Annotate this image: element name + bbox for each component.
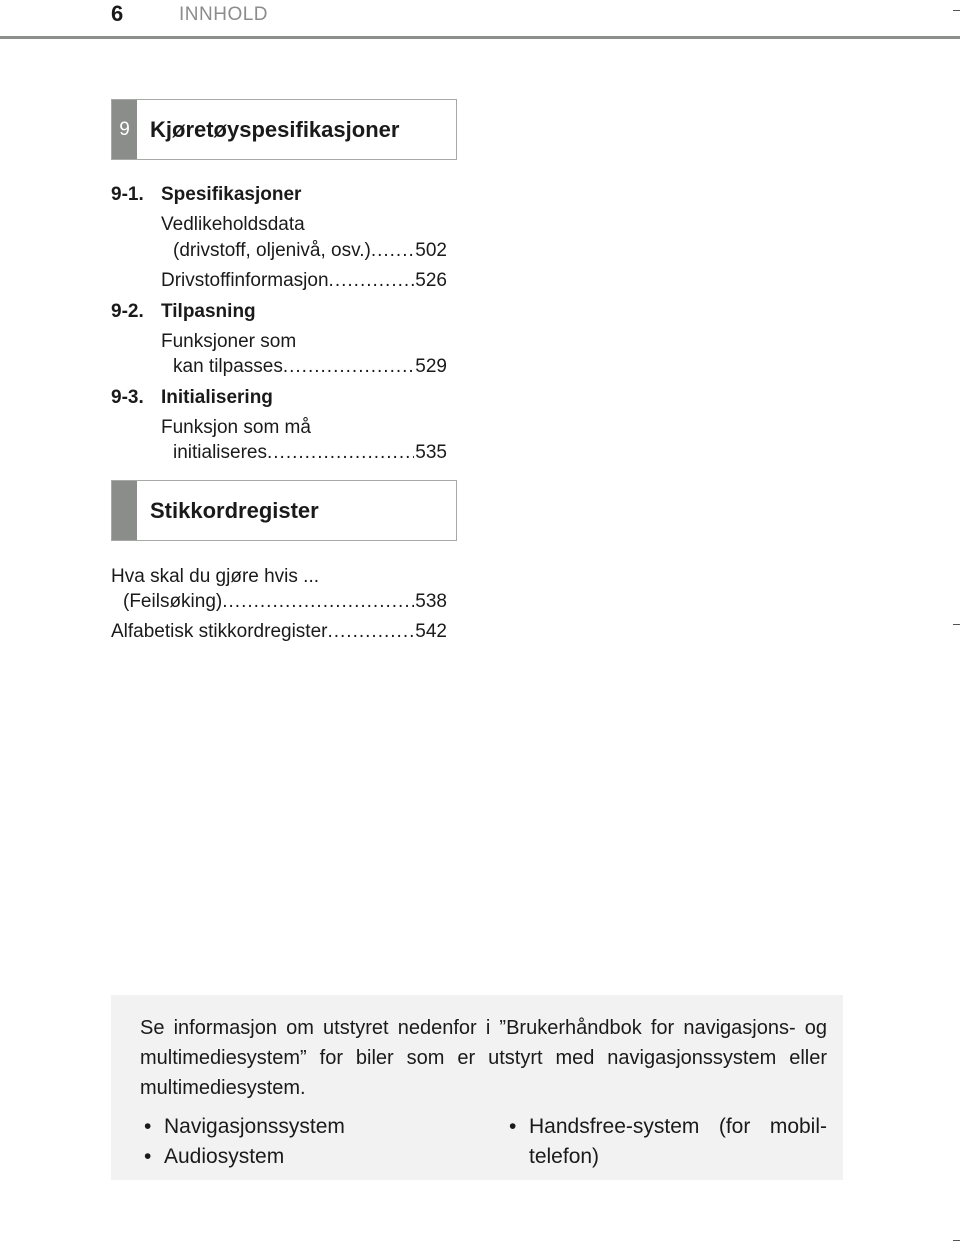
info-text: Se informasjon om utstyret nedenfor i ”Brukerhåndbok for navigasjons- og multimediesystem” for biler som er utstyrt med navigasjonssystem eller multimediesystem. [140, 1017, 827, 1099]
toc-entry[interactable] [173, 240, 447, 262]
toc-entry[interactable] [111, 621, 447, 643]
bullet-text: Audiosystem [164, 1145, 285, 1168]
toc-entry-text: Vedlikeholdsdata [161, 214, 305, 235]
toc-entry-line[interactable] [161, 331, 296, 353]
crop-mark [953, 1240, 960, 1241]
toc-page-number: 542 [415, 621, 447, 642]
toc-subsection-number: 9-3. [111, 387, 144, 408]
page-number: 6 [111, 1, 124, 26]
toc-entry-text: Hva skal du gjøre hvis ... [111, 566, 320, 587]
toc-leader [283, 356, 414, 378]
toc-page-number: 502 [415, 240, 447, 261]
bullet-item [140, 1142, 470, 1172]
toc-entry-line[interactable] [161, 417, 311, 439]
toc-leader [222, 591, 414, 613]
toc-page-number: 538 [415, 591, 447, 612]
toc-entry-text: initialiseres [173, 442, 267, 463]
toc-page-number: 526 [415, 270, 447, 291]
toc-leader [267, 442, 414, 464]
section-tab: 9 [112, 100, 137, 159]
toc-subsection-title: Spesifikasjoner [161, 184, 302, 205]
toc-subsection-title: Tilpasning [161, 301, 256, 322]
bullet-item [140, 1112, 470, 1142]
bullet-mark: • [144, 1145, 152, 1168]
page-header [0, 0, 960, 40]
toc-entry[interactable] [123, 591, 447, 613]
toc-page-number: 535 [415, 442, 447, 463]
bullet-list-right [505, 1112, 827, 1172]
toc-entry[interactable] [173, 356, 447, 378]
crop-mark [953, 10, 960, 11]
header-title: INNHOLD [179, 4, 269, 25]
toc-entry-text: (drivstoff, oljenivå, osv.) [173, 240, 371, 261]
toc-entry[interactable] [161, 270, 447, 292]
toc-entry[interactable] [173, 442, 447, 464]
section-title: Stikkordregister [150, 498, 319, 523]
section-title: Kjøretøyspesifikasjoner [150, 117, 400, 142]
bullet-item [505, 1112, 827, 1172]
toc-subsection-number: 9-2. [111, 301, 144, 322]
crop-mark [953, 624, 960, 625]
info-box [111, 995, 843, 1180]
toc-entry-line[interactable] [111, 566, 319, 588]
bullet-text: Navigasjonssystem [164, 1115, 345, 1138]
bullet-text: Handsfree-system (for mobil-telefon) [529, 1115, 827, 1168]
bullet-list-left [140, 1112, 470, 1172]
bullet-mark: • [144, 1115, 152, 1138]
toc-entry-text: Funksjon som må [161, 417, 311, 438]
toc-entry-text: Funksjoner som [161, 331, 297, 352]
toc-subsection[interactable] [111, 387, 447, 411]
header-rule [0, 36, 960, 39]
toc-entry-text: kan tilpasses [173, 356, 283, 377]
bullet-mark: • [509, 1115, 517, 1138]
toc-leader [329, 270, 415, 292]
toc-entry-line[interactable] [161, 214, 305, 236]
toc-entry-text: Drivstoffinformasjon [161, 270, 329, 291]
toc-leader [327, 621, 414, 643]
toc-leader [371, 240, 414, 262]
toc-page-number: 529 [415, 356, 447, 377]
toc-entry-text: (Feilsøking) [123, 591, 223, 612]
toc-subsection[interactable] [111, 301, 447, 325]
toc-entry-text: Alfabetisk stikkordregister [111, 621, 328, 642]
toc-subsection-number: 9-1. [111, 184, 144, 205]
toc-subsection[interactable] [111, 184, 447, 208]
section-tab [112, 481, 137, 540]
section-header-index [111, 480, 457, 541]
section-header-specs [111, 99, 457, 160]
toc-subsection-title: Initialisering [161, 387, 273, 408]
